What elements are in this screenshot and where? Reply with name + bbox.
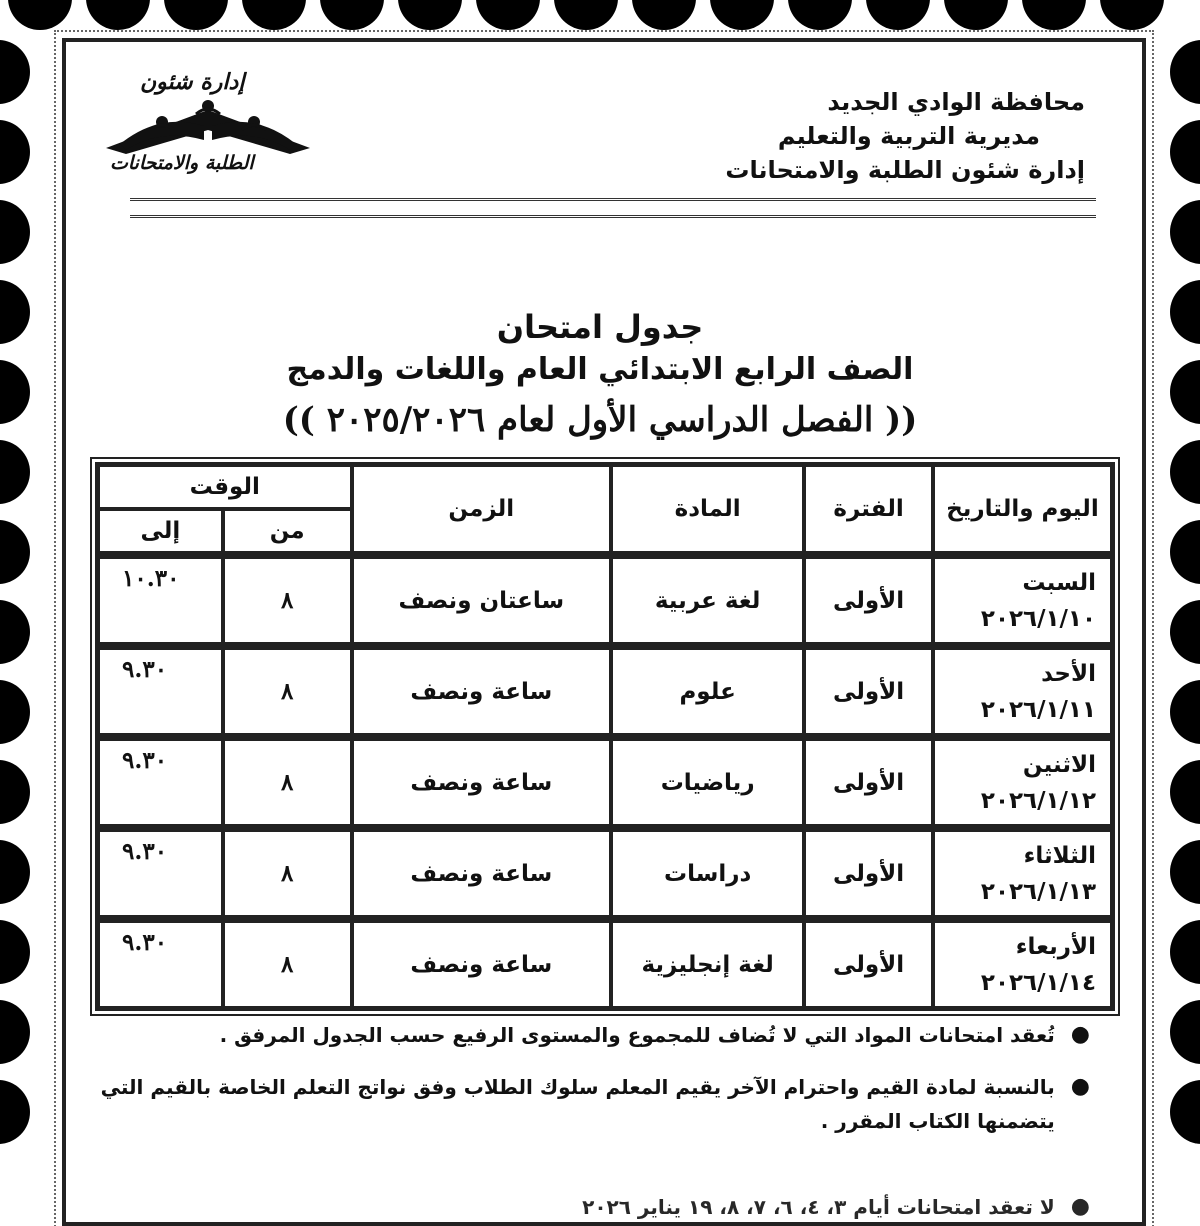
perforation-dot <box>1170 680 1200 744</box>
perforation-dot <box>0 40 30 104</box>
perforation-dot <box>1170 1000 1200 1064</box>
header-divider <box>130 198 1096 218</box>
day-date-cell <box>933 917 1112 1008</box>
note-text: لا تعقد امتحانات أيام ٣، ٤، ٦، ٧، ٨، ١٩ يناير ٢٠٢٦ <box>582 1195 1055 1219</box>
note-item <box>100 1018 1090 1052</box>
subject-cell: لغة إنجليزية <box>611 917 804 1008</box>
perforation-dot <box>1170 520 1200 584</box>
stamp-edge-top <box>8 0 1164 30</box>
document-title: جدول امتحان <box>496 308 704 346</box>
duration-cell: ساعة ونصف <box>352 644 612 735</box>
from-cell: ٨ <box>223 735 352 826</box>
day-date-cell <box>933 735 1112 826</box>
day-name: الثلاثاء <box>1023 842 1096 869</box>
table-row <box>98 917 1112 1008</box>
period-cell: الأولى <box>804 553 933 644</box>
perforation-dot <box>1170 760 1200 824</box>
perforation-dot <box>1022 0 1086 30</box>
perforation-dot <box>86 0 150 30</box>
note-item <box>582 1190 1090 1224</box>
header-duration: الزمن <box>352 465 612 553</box>
perforation-dot <box>710 0 774 30</box>
day-name: السبت <box>1022 569 1096 596</box>
perforation-dot <box>0 680 30 744</box>
exam-date: ٢٠٢٦/١/١٢ <box>980 787 1096 814</box>
table-row <box>98 553 1112 644</box>
logo-bottom-text: الطلبة والامتحانات <box>110 152 254 174</box>
day-date-cell <box>933 553 1112 644</box>
bullet-icon: ● <box>1070 1022 1090 1047</box>
exam-schedule-table <box>95 462 1115 1011</box>
exam-date: ٢٠٢٦/١/١٤ <box>980 969 1096 996</box>
perforation-dot <box>632 0 696 30</box>
perforation-dot <box>1170 280 1200 344</box>
governorate-line: محافظة الوادي الجديد <box>827 88 1085 116</box>
exam-date: ٢٠٢٦/١/١٣ <box>980 878 1096 905</box>
table-row <box>98 735 1112 826</box>
from-cell: ٨ <box>223 553 352 644</box>
period-cell: الأولى <box>804 735 933 826</box>
table-row <box>98 644 1112 735</box>
stamp-edge-right <box>1170 40 1200 1144</box>
duration-cell: ساعتان ونصف <box>352 553 612 644</box>
subject-cell: رياضيات <box>611 735 804 826</box>
perforation-dot <box>1170 440 1200 504</box>
perforation-dot <box>0 360 30 424</box>
period-cell: الأولى <box>804 644 933 735</box>
perforation-dot <box>242 0 306 30</box>
header-to: إلى <box>98 509 223 553</box>
exam-date: ٢٠٢٦/١/١٠ <box>980 605 1096 632</box>
perforation-dot <box>0 760 30 824</box>
perforation-dot <box>0 200 30 264</box>
perforation-dot <box>788 0 852 30</box>
to-cell: ١٠.٣٠ <box>98 553 223 644</box>
administration-logo <box>100 70 315 185</box>
perforation-dot <box>164 0 228 30</box>
issuer-header <box>725 85 1085 187</box>
duration-cell: ساعة ونصف <box>352 917 612 1008</box>
perforation-dot <box>0 920 30 984</box>
perforation-dot <box>0 600 30 664</box>
note-item <box>100 1070 1090 1138</box>
perforation-dot <box>8 0 72 30</box>
day-date-cell <box>933 644 1112 735</box>
to-cell: ٩.٣٠ <box>98 735 223 826</box>
from-cell: ٨ <box>223 826 352 917</box>
perforation-dot <box>1100 0 1164 30</box>
perforation-dot <box>554 0 618 30</box>
perforation-dot <box>1170 360 1200 424</box>
bullet-icon: ● <box>1070 1194 1090 1219</box>
subject-cell: لغة عربية <box>611 553 804 644</box>
perforation-dot <box>0 1000 30 1064</box>
grade-title: الصف الرابع الابتدائي العام واللغات والدمج <box>286 352 914 387</box>
to-cell: ٩.٣٠ <box>98 826 223 917</box>
perforation-dot <box>1170 40 1200 104</box>
note-text: بالنسبة لمادة القيم واحترام الآخر يقيم المعلم سلوك الطلاب وفق نواتج التعلم الخاصة بالقيم التي يتضمنها الكتاب المقرر . <box>100 1075 1055 1133</box>
perforation-dot <box>0 280 30 344</box>
perforation-dot <box>0 120 30 184</box>
duration-cell: ساعة ونصف <box>352 826 612 917</box>
header-time: الوقت <box>98 465 352 509</box>
exam-date: ٢٠٢٦/١/١١ <box>980 696 1096 723</box>
header-day-date: اليوم والتاريخ <box>933 465 1112 553</box>
perforation-dot <box>944 0 1008 30</box>
logo-top-text: إدارة شئون <box>140 70 245 95</box>
perforation-dot <box>0 840 30 904</box>
subject-cell: علوم <box>611 644 804 735</box>
perforation-dot <box>1170 920 1200 984</box>
perforation-dot <box>1170 120 1200 184</box>
from-cell: ٨ <box>223 917 352 1008</box>
perforation-dot <box>866 0 930 30</box>
perforation-dot <box>1170 600 1200 664</box>
day-name: الاثنين <box>1022 751 1096 778</box>
perforation-dot <box>398 0 462 30</box>
header-from: من <box>223 509 352 553</box>
header-period: الفترة <box>804 465 933 553</box>
header-subject: المادة <box>611 465 804 553</box>
day-name: الأحد <box>1041 660 1096 687</box>
note-text: تُعقد امتحانات المواد التي لا تُضاف للمجموع والمستوى الرفيع حسب الجدول المرفق . <box>219 1023 1055 1047</box>
duration-cell: ساعة ونصف <box>352 735 612 826</box>
bullet-icon: ● <box>1070 1074 1090 1099</box>
term-title: (( الفصل الدراسي الأول لعام ٢٠٢٥/٢٠٢٦ )) <box>282 400 918 440</box>
day-name: الأربعاء <box>1015 933 1096 960</box>
to-cell: ٩.٣٠ <box>98 917 223 1008</box>
perforation-dot <box>0 520 30 584</box>
period-cell: الأولى <box>804 826 933 917</box>
day-date-cell <box>933 826 1112 917</box>
perforation-dot <box>320 0 384 30</box>
administration-line: إدارة شئون الطلبة والامتحانات <box>725 156 1085 184</box>
directorate-line: مديرية التربية والتعليم <box>777 122 1040 150</box>
to-cell: ٩.٣٠ <box>98 644 223 735</box>
perforation-dot <box>0 1080 30 1144</box>
table-row <box>98 826 1112 917</box>
perforation-dot <box>0 440 30 504</box>
perforation-dot <box>1170 840 1200 904</box>
stamp-edge-left <box>0 40 30 1144</box>
perforation-dot <box>1170 200 1200 264</box>
perforation-dot <box>476 0 540 30</box>
perforation-dot <box>1170 1080 1200 1144</box>
period-cell: الأولى <box>804 917 933 1008</box>
notes-list <box>100 1018 1090 1219</box>
from-cell: ٨ <box>223 644 352 735</box>
subject-cell: دراسات <box>611 826 804 917</box>
